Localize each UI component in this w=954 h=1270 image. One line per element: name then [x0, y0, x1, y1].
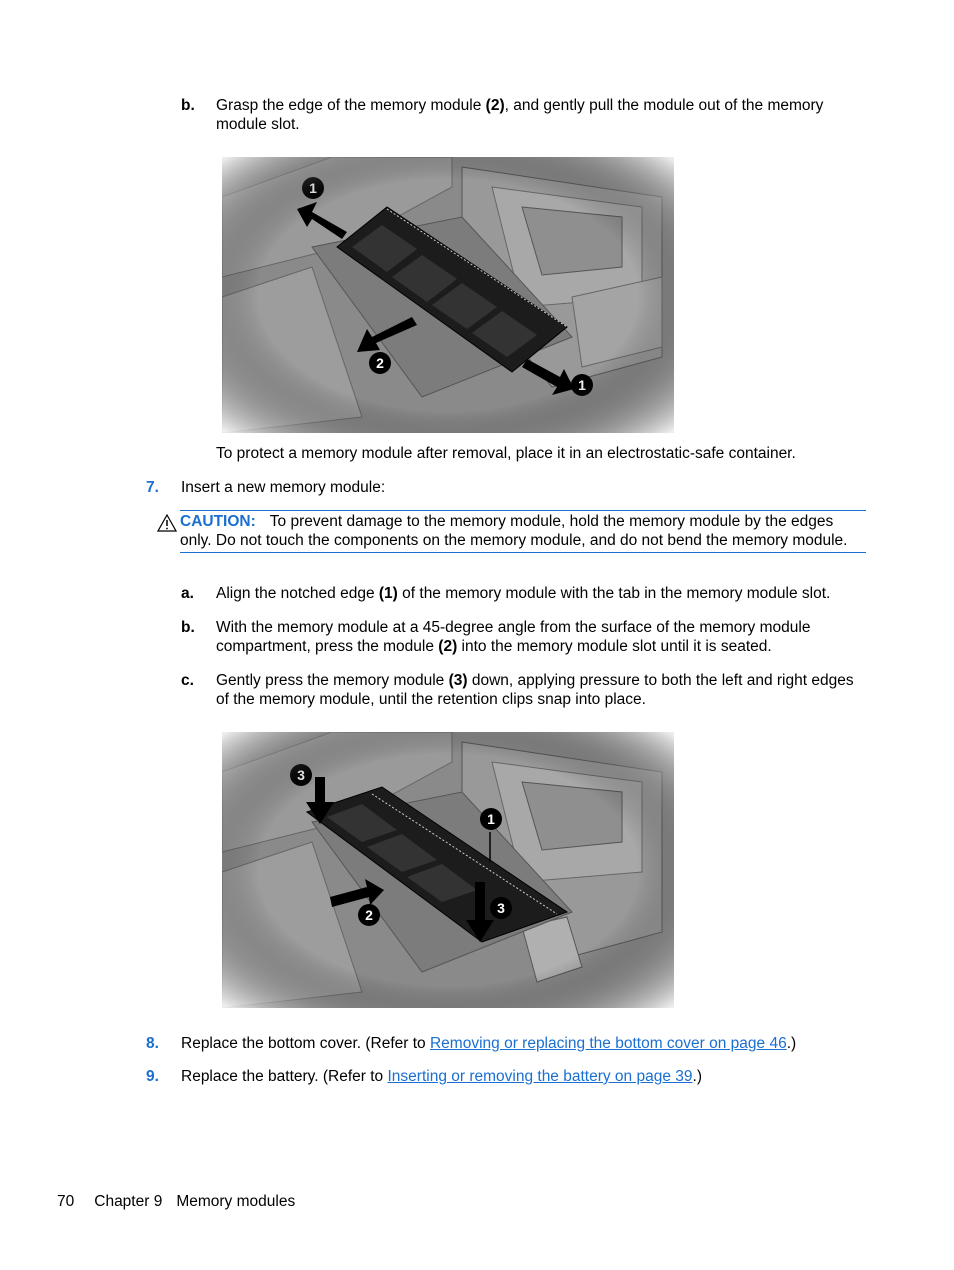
chapter-label: Chapter 9	[94, 1193, 163, 1210]
chapter-title: Memory modules	[176, 1193, 296, 1210]
battery-link[interactable]: Inserting or removing the battery on page 39	[387, 1068, 693, 1085]
step-8-post: .)	[786, 1035, 797, 1052]
substep-a-pre: Align the notched edge	[216, 585, 379, 602]
step-7-text: Insert a new memory module:	[181, 479, 386, 496]
step-6b-bold: (2)	[485, 97, 505, 114]
substep-b-text	[216, 618, 856, 656]
substep-c-post: down, applying pressure to both the left and right edges of the memory module, until the retention clips snap into place.	[216, 672, 854, 708]
caution-text: To prevent damage to the memory module, hold the memory module by the edges only. Do not touch the components on the memory module, and do not bend the memory module.	[180, 513, 848, 549]
substep-b-marker: b.	[181, 619, 195, 636]
memory-insertion-illustration	[222, 732, 674, 1008]
step-8-text	[181, 1034, 881, 1053]
step-6b-marker: b.	[181, 97, 195, 114]
step-8-pre: Replace the bottom cover. (Refer to	[181, 1035, 430, 1052]
substep-c-bold: (3)	[448, 672, 468, 689]
substep-b-bold: (2)	[438, 638, 458, 655]
memory-insertion-drawing	[222, 732, 674, 1008]
step-7-number: 7.	[146, 479, 159, 496]
substep-b-post: into the memory module slot until it is seated.	[457, 638, 772, 655]
substep-a-post: of the memory module with the tab in the memory module slot.	[397, 585, 831, 602]
step-6b-text	[216, 96, 856, 134]
bottom-cover-link[interactable]: Removing or replacing the bottom cover on page 46	[429, 1035, 787, 1052]
substep-c-marker: c.	[181, 672, 194, 689]
memory-removal-illustration	[222, 157, 674, 433]
substep-b-pre: With the memory module at a 45-degree angle from the surface of the memory module compartment, press the module	[216, 619, 811, 655]
memory-removal-drawing	[222, 157, 674, 433]
page-number: 70	[57, 1193, 75, 1210]
substep-a-marker: a.	[181, 585, 194, 602]
caution-label: CAUTION:	[180, 513, 256, 530]
step-6b-text-pre: Grasp the edge of the memory module	[216, 97, 486, 114]
substep-c-text	[216, 671, 856, 709]
step-6b-text-post: , and gently pull the module out of the memory module slot.	[216, 97, 824, 133]
step-9-number: 9.	[146, 1068, 159, 1085]
step-9-text	[181, 1067, 881, 1086]
caution-box	[180, 510, 866, 553]
substep-c-pre: Gently press the memory module	[216, 672, 449, 689]
protect-note: To protect a memory module after removal, place it in an electrostatic-safe container.	[216, 445, 796, 462]
warning-triangle-icon	[157, 514, 177, 532]
step-8-number: 8.	[146, 1035, 159, 1052]
substep-a-bold: (1)	[378, 585, 398, 602]
substep-a-text	[216, 584, 866, 603]
step-9-post: .)	[692, 1068, 702, 1085]
page-footer	[57, 1192, 295, 1211]
step-9-pre: Replace the battery. (Refer to	[181, 1068, 388, 1085]
